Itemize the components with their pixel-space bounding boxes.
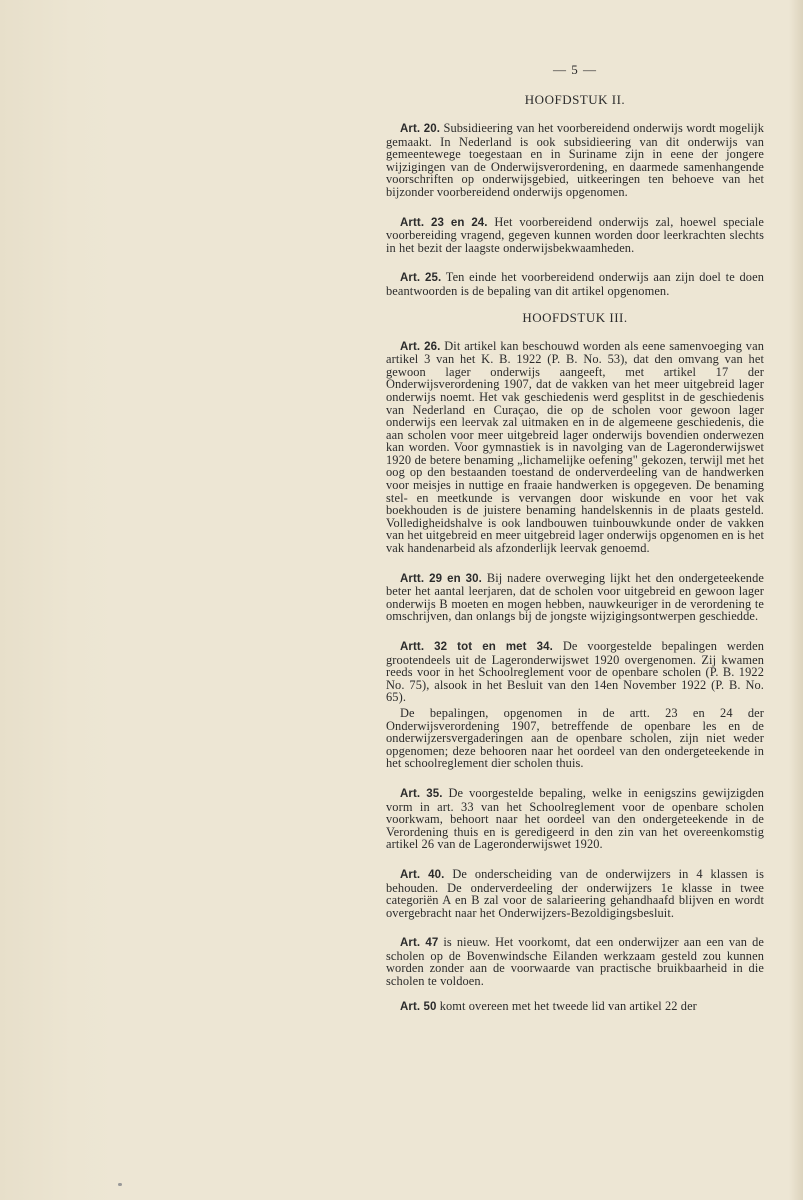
article-label: Art. 40. [400,868,445,881]
page-margin [0,0,120,1200]
dust-speck [118,1183,122,1186]
chapter-heading-2: HOOFDSTUK II. [524,92,626,107]
article-label: Artt. 32 tot en met 34. [400,641,553,653]
article-47 [386,936,764,987]
article-label: Art. 26. [400,340,441,353]
article-20 [386,122,764,199]
page-edge [789,0,803,1200]
chapter-heading-3: HOOFDSTUK III. [522,309,628,325]
article-29-30 [386,572,764,623]
article-label: Artt. 29 en 30. [400,572,482,585]
article-label: Art. 20. [400,123,441,135]
document-page [386,62,764,1030]
article-text: De voorgestelde bepalingen werden grootendeels uit de Lageronderwijswet 1920 overgenomen. Zij kwamen reeds voor in het Schoolreglement voor de openbare scholen (P. B. 1922 No. 75), alsook in het Besluit van den 14en November 1922 (P. B. No. 65). [386,639,764,705]
article-32-34-continued [386,707,764,770]
article-text: Ten einde het voorbereidend onderwijs aan zijn doel te doen beantwoorden is de bepaling van dit artikel opgenomen. [386,270,764,298]
article-label: Art. 47 [400,937,439,950]
article-23-24 [386,216,764,255]
article-50 [386,1000,764,1014]
article-40 [386,868,764,919]
article-text: Subsidieering van het voorbereidend onderwijs wordt mogelijk gemaakt. In Nederland is ook subsidieering van dit onderwijs van gemeentewege toegestaan en in Suriname zijn in eene der jongere wijzigingen van de Onderwijsverordening, en daarmede samenhangende voorschriften op onderwijsgebied, uitkeeringen ten behoeve van het bijzonder voorbereidend onderwijs opgenomen. [386,121,764,199]
article-25 [386,271,764,297]
article-label: Artt. 23 en 24. [400,216,488,229]
article-label: Art. 25. [400,272,442,285]
article-text: De voorgestelde bepaling, welke in eenigszins gewijzigden vorm in art. 33 van het Schoolreglement voor de openbare scholen voorkwam, behoort naar het oordeel van den ondergeteekende in de Verordening thuis en is geredigeerd in den zin van het overeenkomstig artikel 26 van de Lageronderwijswet 1920. [386,785,764,852]
article-26 [386,340,764,555]
article-32-34 [386,640,764,704]
article-35 [386,787,764,851]
article-text: De onderscheiding van de onderwijzers in 4 klassen is behouden. De onderverdeeling der onderwijzers 1e klasse in twee categoriën A en B zal voor de salarieering gehandhaafd blijven en wordt overgebracht naar het Onderwijzers-Bezoldigingsbesluit. [386,866,764,920]
article-text: komt overeen met het tweede lid van artikel 22 der [436,998,697,1013]
article-text: De bepalingen, opgenomen in de artt. 23 en 24 der Onderwijsverordening 1907, betreffende de openbare les en de onderwijzersvergaderingen aan de openbare scholen, zijn niet weder opgenomen; deze behooren naar het oordeel van den ondergeteekende in het schoolreglement dier scholen thuis. [386,705,764,771]
article-label: Art. 35. [400,787,443,800]
article-text: Bij nadere overweging lijkt het den ondergeteekende beter het aantal leerjaren, dat de scholen voor uitgebreid en gewoon lager onderwijs B moeten en mogen hebben, nauwkeuriger in de verordening te omschrijven, dan onlangs bij de jongste wijzigingsontwerpen geschiedde. [386,570,764,624]
article-text: Het voorbereidend onderwijs zal, hoewel speciale voorbereiding vragend, gegeven kunnen worden door leerkrachten slechts in het bezit der laagste onderwijsbekwaamheden. [386,214,764,255]
page-number: — 5 — [553,62,597,77]
article-label: Art. 50 [400,1000,437,1013]
article-text: is nieuw. Het voorkomt, dat een onderwijzer aan een van de scholen op de Bovenwindsche Eilanden werkzaam gesteld zou kunnen worden zonder aan de voorwaarde van practische bruikbaarheid in die scholen te voldoen. [386,935,764,989]
article-text: Dit artikel kan beschouwd worden als eene samenvoeging van artikel 3 van het K. B. 1922 (P. B. No. 53), dat den omvang van het gewoon lager onderwijs aangeeft, met artikel 17 der Onderwijsverordening 1907, dat de vakken van het meer uitgebreid lager onderwijs noemt. Het vak geschiedenis werd gesplitst in de geschiedenis van Nederland en Curaçao, die op de scholen voor gewoon lager onderwijs een leervak zal uitmaken en in de algemeene geschiedenis, die aan scholen voor meer uitgebreid lager onderwijs bovendien onderwezen kan worden. Voor gymnastiek is in navolging van de Lageronderwijswet 1920 de betere benaming „lichamelijke oefening" gekozen, terwijl met het oog op den bestaanden toestand de onderverdeeling van de handwerken voor meisjes in nuttige en fraaie handwerken is opgegeven. De benaming stel- en meetkunde is vervangen door wiskunde en voor het vak boekhouden is de juistere benaming handelskennis in de plaats gesteld. Volledigheidshalve is ook landbouwen tuinbouwkunde onder de vakken van het uitgebreid en meer uitgebreid lager onderwijs opgenomen en is het vak handenarbeid als afzonderlijk leervak genoemd. [386,338,764,556]
